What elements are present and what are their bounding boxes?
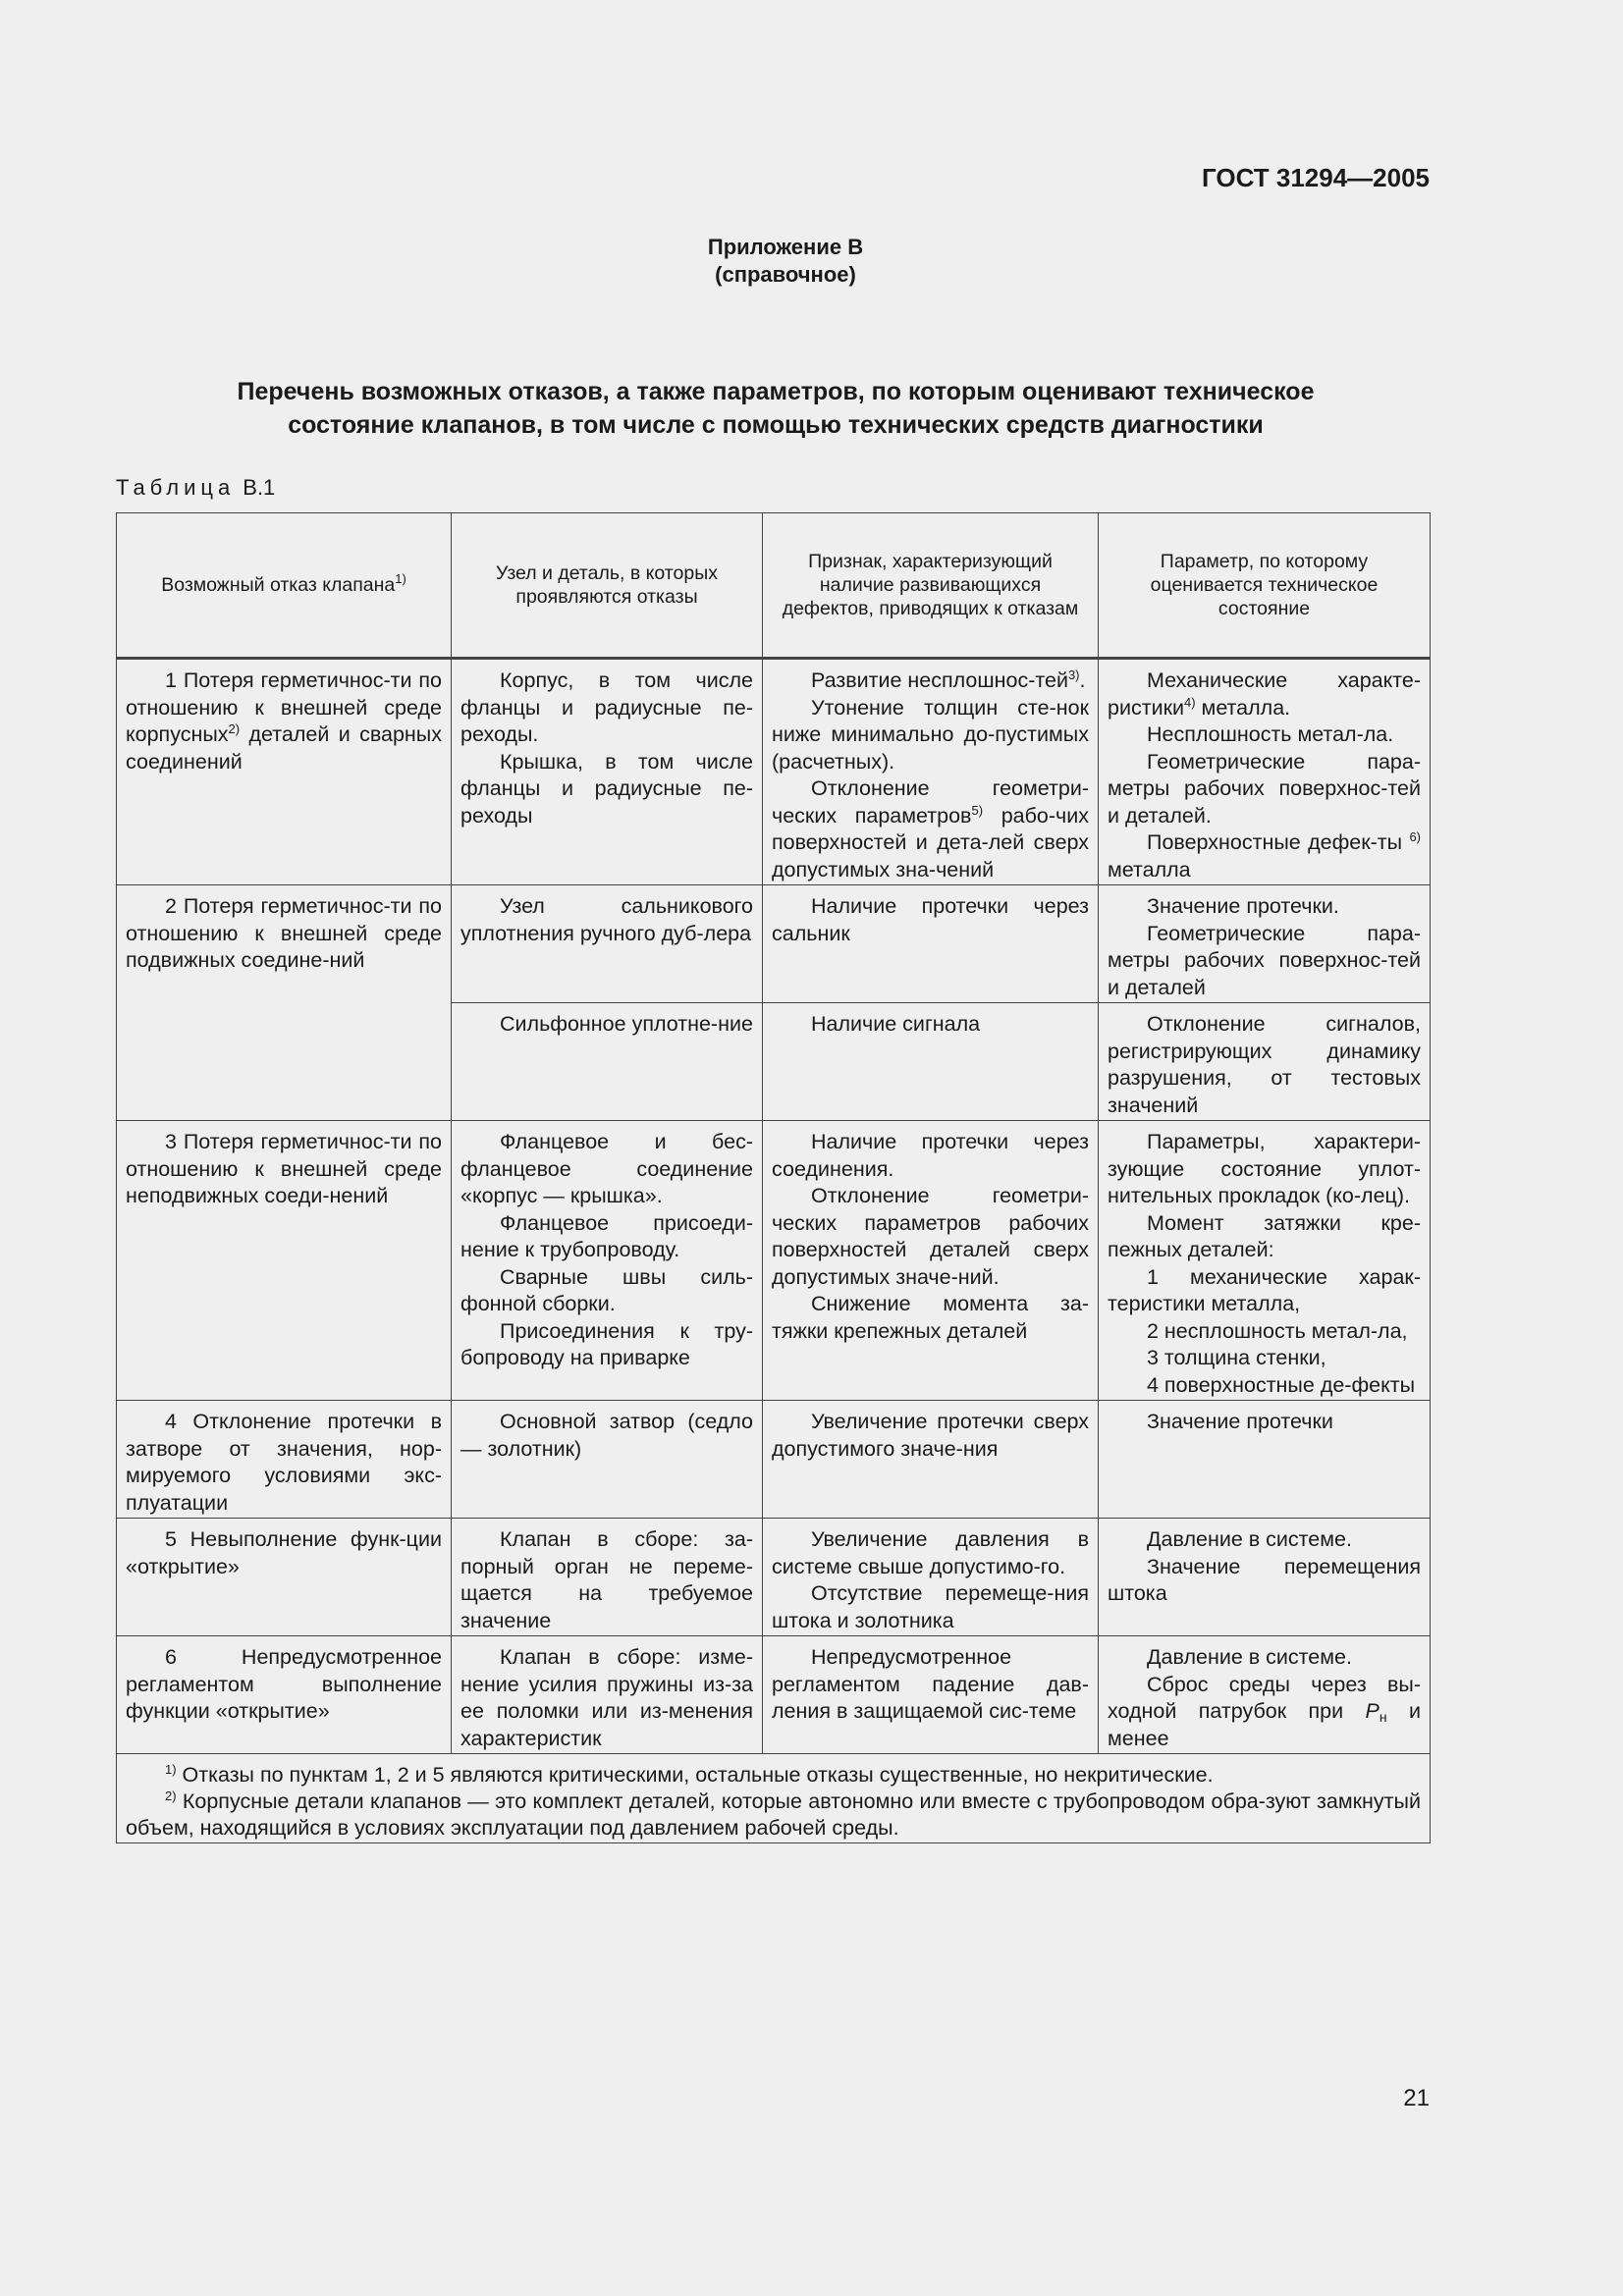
cell-units: Основной затвор (седло — золотник) <box>452 1401 763 1519</box>
cell-units: Сильфонное уплотне-ние <box>452 1003 763 1121</box>
note-1: $^{1)}$ Отказы по пунктам 1, 2 и 5 являются критическими, остальные отказы существенные, но некритические. <box>165 1762 1214 1787</box>
cell-units: Узел сальникового уплотнения ручного дуб-лера <box>452 885 763 1003</box>
table-caption-word: Таблица <box>116 475 236 500</box>
cell-failure: 4 Отклонение протечки в затворе от значения, нор-мируемого условиями экс-плуатации <box>117 1401 452 1519</box>
page-number: 21 <box>1403 2085 1430 2111</box>
table-notes <box>117 1754 1431 1843</box>
table-header-row <box>117 513 1431 659</box>
table-caption <box>116 475 275 501</box>
header-parameters: Параметр, по которому оценивается техническое состояние <box>1099 513 1431 659</box>
cell-parameters: Механические характе-ристики$^{4)}$ металла. Несплошность метал-ла. Геометрические пара-метры рабочих поверхнос-тей и деталей. Поверхностные дефек-ты $^{6)}$ металла <box>1099 659 1431 885</box>
table-row <box>117 1121 1431 1401</box>
cell-units: Клапан в сборе: за-порный орган не переме-щается на требуемое значение <box>452 1519 763 1636</box>
cell-parameters: Давление в системе. Значение перемещения штока <box>1099 1519 1431 1636</box>
table-row <box>117 1401 1431 1519</box>
table-row <box>117 659 1431 885</box>
appendix-heading <box>589 234 982 289</box>
cell-units: Фланцевое и бес-фланцевое соединение «корпус — крышка». Фланцевое присоеди-нение к трубопроводу. Сварные швы силь-фонной сборки. Присоединения к тру-бопроводу на приварке <box>452 1121 763 1401</box>
header-note-mark: 1) <box>395 571 406 586</box>
appendix-title: Приложение В <box>707 235 864 259</box>
cell-parameters: Значение протечки <box>1099 1401 1431 1519</box>
notes-row <box>117 1754 1431 1843</box>
cell-signs: Наличие сигнала <box>763 1003 1099 1121</box>
document-code: ГОСТ 31294—2005 <box>1202 163 1430 192</box>
failures-table <box>116 512 1431 1843</box>
cell-parameters: Давление в системе. Сброс среды через вы-ходной патрубок при $P_н$ и менее <box>1099 1636 1431 1754</box>
header-failure: Возможный отказ клапана$^{1)}$ <box>117 513 452 659</box>
cell-failure: 2 Потеря герметичнос-ти по отношению к внешней среде подвижных соедине-ний <box>117 885 452 1121</box>
cell-signs: Наличие протечки через сальник <box>763 885 1099 1003</box>
table-caption-number: В.1 <box>243 475 276 500</box>
cell-units: Клапан в сборе: изме-нение усилия пружины из-за ее поломки или из-менения характеристик <box>452 1636 763 1754</box>
cell-signs: Увеличение протечки сверх допустимого значе-ния <box>763 1401 1099 1519</box>
cell-signs: Наличие протечки через соединения. Отклонение геометри-ческих параметров рабочих поверхностей деталей сверх допустимых значе-ний. Снижение момента за-тяжки крепежных деталей <box>763 1121 1099 1401</box>
cell-parameters: Отклонение сигналов, регистрирующих динамику разрушения, от тестовых значений <box>1099 1003 1431 1121</box>
cell-signs: Увеличение давления в системе свыше допустимо-го. Отсутствие перемеще-ния штока и золотника <box>763 1519 1099 1636</box>
note-2: $^{2)}$ Корпусные детали клапанов — это комплект деталей, которые автономно или вместе с трубопроводом обра-зуют замкнутый объем, находящийся в условиях эксплуатации под давлением рабочей среды. <box>126 1789 1421 1840</box>
header-signs: Признак, характеризующий наличие развивающихся дефектов, приводящих к отказам <box>763 513 1099 659</box>
cell-signs: Непредусмотренное регламентом падение дав-ления в защищаемой сис-теме <box>763 1636 1099 1754</box>
cell-signs: Развитие несплошнос-тей$^{3)}$. Утонение толщин сте-нок ниже минимально до-пустимых (расчетных). Отклонение геометри-ческих параметров$^{5)}$ рабо-чих поверхностей и дета-лей сверх допустимых зна-чений <box>763 659 1099 885</box>
section-title-line-1: Перечень возможных отказов, а также параметров, по которым оценивают техническое <box>237 378 1315 405</box>
cell-failure: 1 Потеря герметичнос-ти по отношению к внешней среде корпусных$^{2)}$ деталей и сварных соединений <box>117 659 452 885</box>
cell-failure: 6 Непредусмотренное регламентом выполнение функции «открытие» <box>117 1636 452 1754</box>
table-row <box>117 885 1431 1003</box>
cell-failure: 5 Невыполнение функ-ции «открытие» <box>117 1519 452 1636</box>
appendix-type: (справочное) <box>715 262 856 287</box>
cell-parameters: Значение протечки. Геометрические пара-метры рабочих поверхнос-тей и деталей <box>1099 885 1431 1003</box>
table-row <box>117 1519 1431 1636</box>
table-row <box>117 1636 1431 1754</box>
cell-parameters: Параметры, характери-зующие состояние уплот-нительных прокладок (ко-лец). Момент затяжки кре-пежных деталей: 1 механические харак-теристики металла, 2 несплошность метал-ла, 3 толщина стенки, 4 поверхностные де-фекты <box>1099 1121 1431 1401</box>
cell-units: Корпус, в том числе фланцы и радиусные пе-реходы. Крышка, в том числе фланцы и радиусные пе-реходы <box>452 659 763 885</box>
header-units: Узел и деталь, в которых проявляются отказы <box>452 513 763 659</box>
section-title-line-2: состояние клапанов, в том числе с помощью технических средств диагностики <box>288 411 1264 439</box>
cell-failure: 3 Потеря герметичнос-ти по отношению к внешней среде неподвижных соеди-нений <box>117 1121 452 1401</box>
section-title <box>147 375 1404 442</box>
